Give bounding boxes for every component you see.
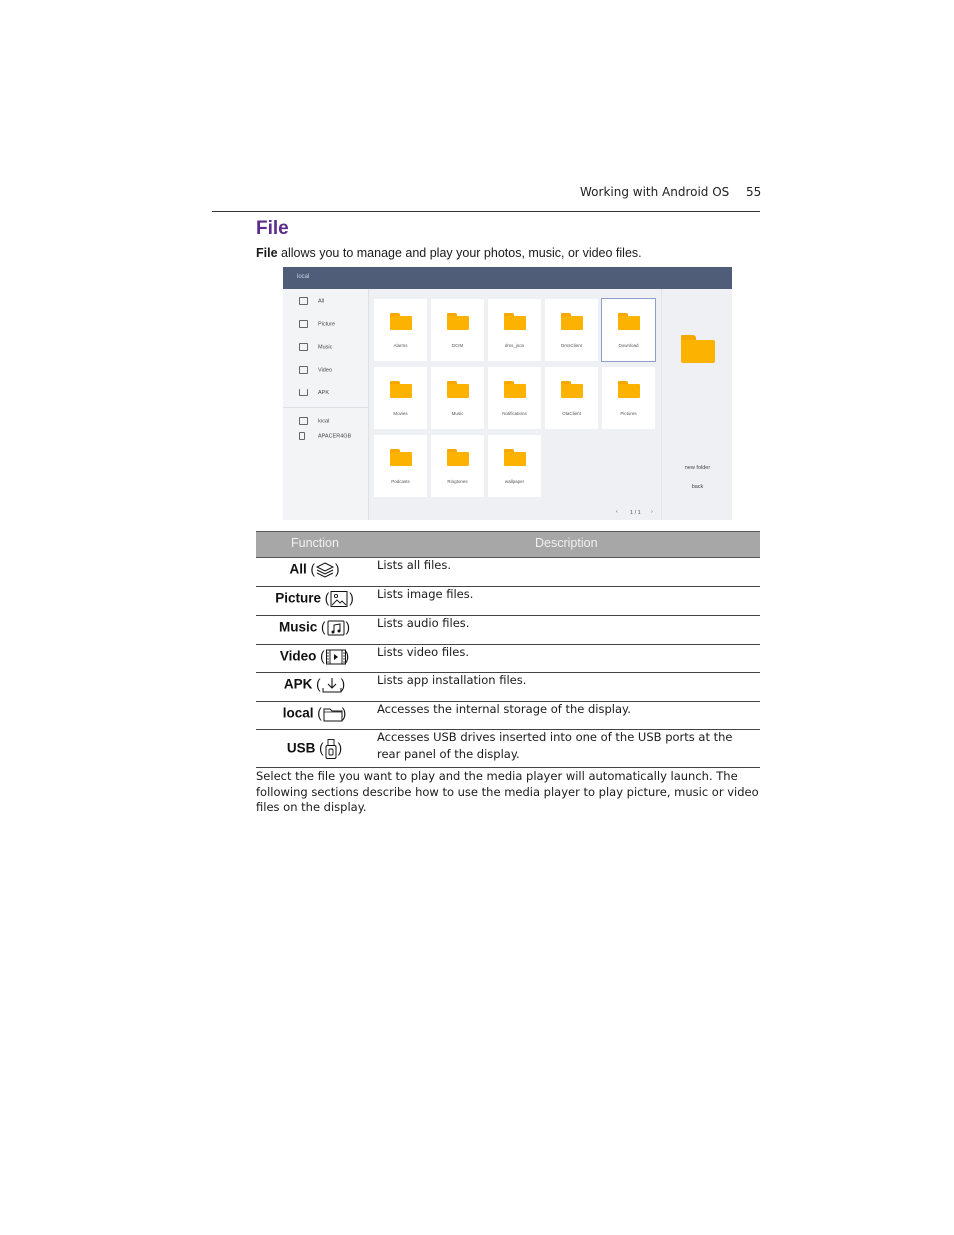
page-indicator: 1 / 1 xyxy=(630,510,641,516)
folder-label: DmsClient xyxy=(561,343,582,348)
video-icon xyxy=(325,648,345,666)
folder-tile[interactable] xyxy=(545,367,598,429)
next-page-icon[interactable]: › xyxy=(651,509,653,515)
layers-icon xyxy=(299,297,308,305)
folder-tile[interactable] xyxy=(488,367,541,429)
sidebar-item-local[interactable] xyxy=(299,417,329,425)
function-name: USB xyxy=(286,740,316,756)
table-row xyxy=(256,702,760,730)
folder-tile[interactable] xyxy=(488,299,541,361)
table-row xyxy=(256,730,760,768)
sidebar-divider xyxy=(283,407,368,408)
table-row xyxy=(256,645,760,673)
function-table xyxy=(256,531,760,768)
folder-label: Podcasts xyxy=(391,479,410,484)
folder-label: Notifications xyxy=(502,411,527,416)
file-manager-sidebar xyxy=(283,289,369,520)
folder-tile[interactable] xyxy=(374,435,427,497)
sidebar-item-label: Picture xyxy=(318,321,336,328)
folder-tile[interactable] xyxy=(545,299,598,361)
closing-paragraph: Select the file you want to play and the media player will automatically launch. The following sections describe how to use the media player to play picture, music or video files on the display. xyxy=(256,769,759,814)
folder-icon xyxy=(390,313,412,330)
download-icon xyxy=(299,389,308,396)
folder-label: Ringtones xyxy=(447,479,468,484)
folder-icon xyxy=(299,417,308,425)
description-cell: Lists app installation files. xyxy=(377,673,527,687)
folder-label: wallpaper xyxy=(504,479,525,484)
description-cell: Lists image files. xyxy=(377,587,474,601)
sidebar-item-all[interactable] xyxy=(299,297,324,305)
file-manager-right-panel xyxy=(661,289,732,520)
sidebar-item-label: APACER4GB xyxy=(318,433,352,440)
sidebar-item-usb[interactable] xyxy=(299,432,351,440)
intro-bold: File xyxy=(256,246,278,260)
sidebar-item-label: Music xyxy=(318,344,333,351)
music-icon xyxy=(326,619,346,637)
header-function: Function xyxy=(291,536,339,550)
location-label: local xyxy=(297,274,310,280)
folder-preview-icon xyxy=(681,335,715,363)
function-name: Picture xyxy=(275,590,322,606)
function-name: APK xyxy=(283,676,313,692)
function-cell: local ( ) xyxy=(256,705,373,723)
folder-tile[interactable] xyxy=(431,435,484,497)
folder-tile[interactable] xyxy=(431,367,484,429)
function-cell: Music ( ) xyxy=(256,619,373,637)
running-header-section: Working with Android OS xyxy=(580,185,730,199)
table-row xyxy=(256,558,760,587)
folder-label: Download xyxy=(618,343,639,348)
folder-icon xyxy=(447,313,469,330)
sidebar-item-label: All xyxy=(318,298,325,305)
usb-icon xyxy=(299,432,305,440)
table-row xyxy=(256,616,760,645)
folder-label: Pictures xyxy=(620,411,637,416)
folder-tile[interactable] xyxy=(431,299,484,361)
function-name: local xyxy=(282,705,314,721)
description-cell: Accesses USB drives inserted into one of the USB ports at the rear panel of the display. xyxy=(377,730,733,761)
function-cell: All ( ) xyxy=(256,561,373,579)
folder-label: OtaClient xyxy=(562,411,581,416)
back-button[interactable]: back xyxy=(691,484,704,490)
function-cell: USB ( ) xyxy=(256,738,373,760)
folder-icon xyxy=(447,449,469,466)
table-row xyxy=(256,673,760,702)
intro-text: allows you to manage and play your photos, music, or video files. xyxy=(277,246,642,260)
folder-tile[interactable] xyxy=(374,367,427,429)
sidebar-item-video[interactable] xyxy=(299,366,332,374)
folder-icon xyxy=(322,705,342,723)
folder-icon xyxy=(390,449,412,466)
folder-icon xyxy=(447,381,469,398)
folder-icon xyxy=(504,313,526,330)
folder-icon xyxy=(618,313,640,330)
folder-label: dms_json xyxy=(504,343,525,348)
description-cell: Lists audio files. xyxy=(377,616,470,630)
folder-label: DCIM xyxy=(451,343,464,348)
folder-label: Music xyxy=(451,411,464,416)
sidebar-item-label: local xyxy=(318,418,330,425)
header-rule xyxy=(212,211,760,212)
folder-label: Alarms xyxy=(393,343,408,348)
table-row xyxy=(256,587,760,616)
intro-paragraph xyxy=(256,246,642,260)
picture-icon xyxy=(329,590,349,608)
download-icon xyxy=(321,676,341,694)
folder-icon xyxy=(504,381,526,398)
file-manager-screenshot xyxy=(283,267,732,520)
music-icon xyxy=(299,343,308,351)
folder-tile[interactable] xyxy=(602,367,655,429)
folder-label: Movies xyxy=(393,411,408,416)
picture-icon xyxy=(299,320,308,328)
folder-tile[interactable] xyxy=(374,299,427,361)
folder-icon xyxy=(504,449,526,466)
folder-icon xyxy=(561,381,583,398)
video-icon xyxy=(299,366,308,374)
function-cell: APK ( ) xyxy=(256,676,373,694)
sidebar-item-label: Video xyxy=(318,367,332,374)
sidebar-item-apk[interactable] xyxy=(299,389,329,397)
page-number: 55 xyxy=(746,185,762,199)
folder-tile[interactable] xyxy=(488,435,541,497)
section-title: File xyxy=(256,218,289,239)
function-name: All xyxy=(289,561,307,577)
header-description: Description xyxy=(535,536,598,550)
function-name: Music xyxy=(278,619,318,635)
sidebar-item-picture[interactable] xyxy=(299,320,335,328)
file-manager-topbar xyxy=(283,267,732,289)
sidebar-item-music[interactable] xyxy=(299,343,332,351)
description-cell: Lists all files. xyxy=(377,558,452,572)
layers-icon xyxy=(315,561,335,579)
folder-icon xyxy=(618,381,640,398)
folder-icon xyxy=(561,313,583,330)
new-folder-button[interactable]: new folder xyxy=(684,465,711,471)
folder-icon xyxy=(390,381,412,398)
prev-page-icon[interactable]: ‹ xyxy=(616,509,618,515)
table-header xyxy=(256,531,760,558)
function-name: Video xyxy=(279,648,317,664)
sidebar-item-label: APK xyxy=(318,389,330,396)
function-cell: Video ( ) xyxy=(256,648,373,666)
description-cell: Accesses the internal storage of the display. xyxy=(377,702,631,716)
description-cell: Lists video files. xyxy=(377,645,469,659)
folder-tile[interactable] xyxy=(602,299,655,361)
function-cell: Picture ( ) xyxy=(256,590,373,608)
usb-icon xyxy=(324,738,338,760)
